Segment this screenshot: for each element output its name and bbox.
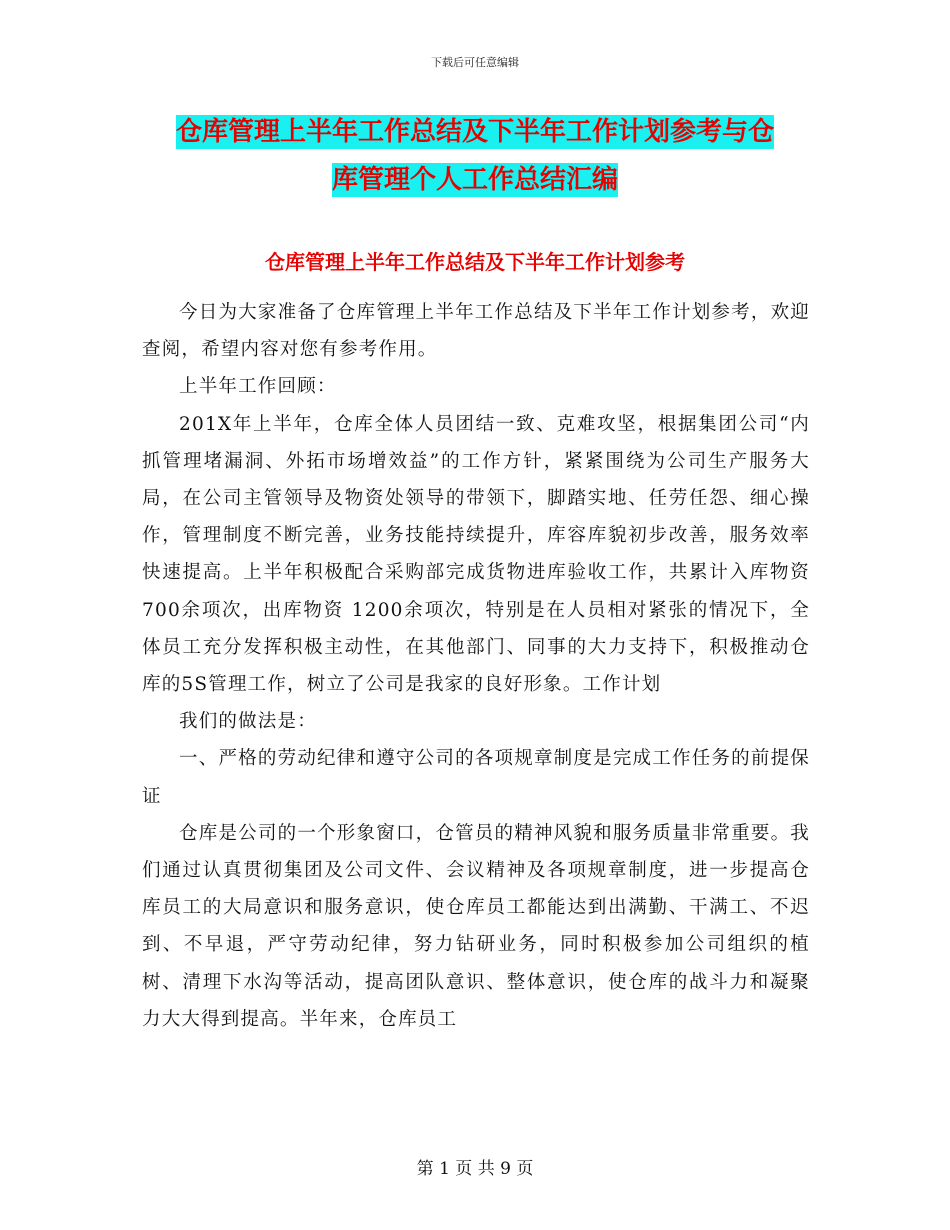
header-note: 下载后可任意编辑	[431, 56, 519, 69]
paragraph: 我们的做法是：	[179, 711, 317, 733]
paragraph: 一、严格的劳动纪律和遵守公司的各项规章制度是完成工作任务的前提保证	[142, 748, 810, 807]
paragraph: 上半年工作回顾：	[179, 376, 337, 398]
body-text	[142, 294, 810, 1038]
document-title	[140, 108, 810, 204]
section-title: 仓库管理上半年工作总结及下半年工作计划参考	[265, 250, 685, 274]
paragraph: 仓库是公司的一个形象窗口，仓管员的精神风貌和服务质量非常重要。我们通过认真贯彻集团及公司文件、会议精神及各项规章制度，进一步提高仓库员工的大局意识和服务意识，使仓库员工都能达到出满勤、干满工、不迟到、不早退，严守劳动纪律，努力钻研业务，同时积极参加公司组织的植树、清理下水沟等活动，提高团队意识、整体意识，使仓库的战斗力和凝聚力大大得到提高。半年来，仓库员工	[142, 822, 810, 1030]
page-footer: 第 1 页 共 9 页	[416, 1159, 534, 1179]
title-line-2: 库管理个人工作总结汇编	[331, 165, 618, 195]
paragraph: 今日为大家准备了仓库管理上半年工作总结及下半年工作计划参考，欢迎查阅，希望内容对您有参考作用。	[142, 302, 810, 361]
title-line-1: 仓库管理上半年工作总结及下半年工作计划参考与仓	[175, 117, 774, 147]
paragraph: 201X年上半年，仓库全体人员团结一致、克难攻坚，根据集团公司“内抓管理堵漏洞、外拓市场增效益”的工作方针，紧紧围绕为公司生产服务大局，在公司主管领导及物资处领导的带领下，脚踏实地、任劳任怨、细心操作，管理制度不断完善，业务技能持续提升，库容库貌初步改善，服务效率快速提高。上半年积极配合采购部完成货物进库验收工作，共累计入库物资700余项次，出库物资 1200余项次，特别是在人员相对紧张的情况下，全体员工充分发挥积极主动性，在其他部门、同事的大力支持下，积极推动仓库的5S管理工作，树立了公司是我家的良好形象。工作计划	[142, 413, 810, 696]
